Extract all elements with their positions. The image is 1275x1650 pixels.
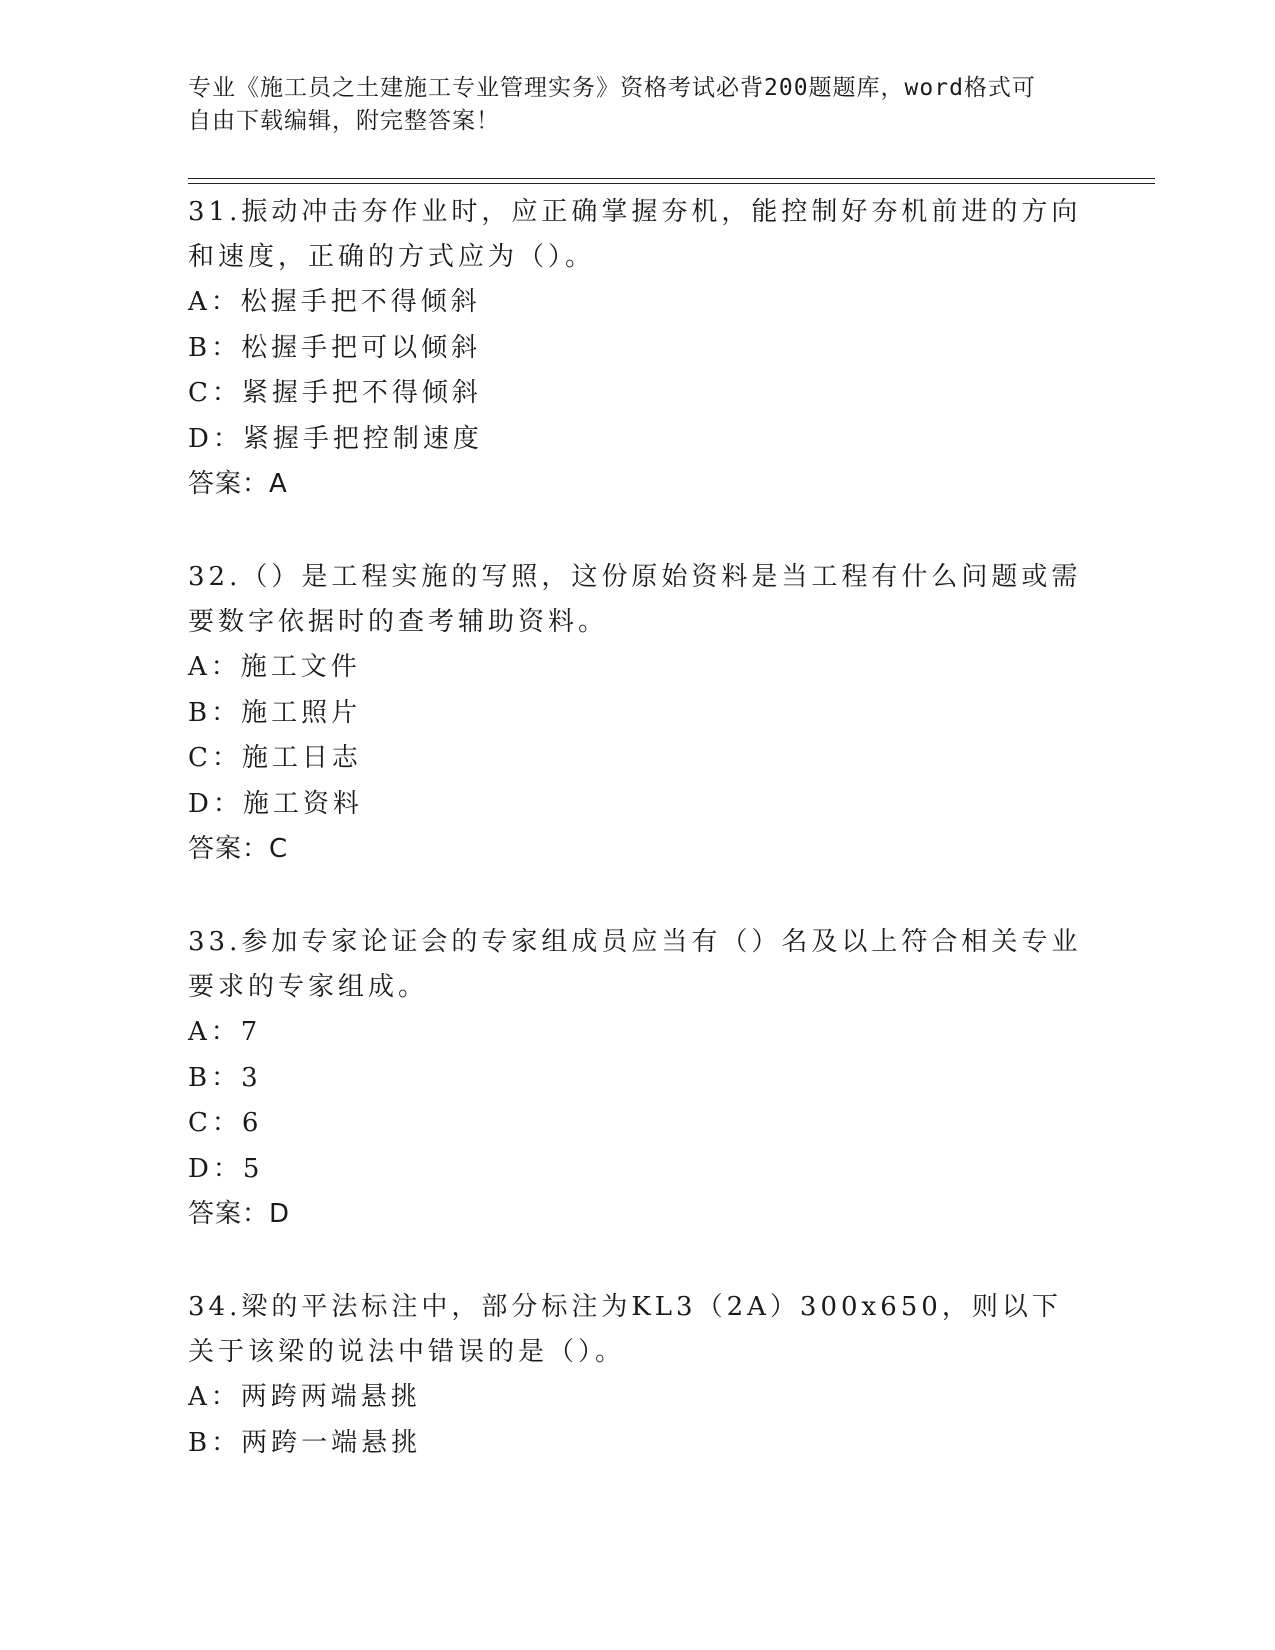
option-text: 7 <box>240 1017 262 1047</box>
option-a <box>188 1010 1088 1056</box>
question-text: 31.振动冲击夯作业时，应正确掌握夯机，能控制好夯机前进的方向和速度，正确的方式应为（）。 <box>188 197 1082 272</box>
option-key: B： <box>188 1062 242 1093</box>
answer-line: 答案：C <box>188 834 289 864</box>
option-key: B： <box>188 332 242 363</box>
option-text: 施工资料 <box>242 788 363 819</box>
option-key: C： <box>188 378 242 408</box>
option-text: 施工照片 <box>241 697 362 728</box>
option-text: 施工日志 <box>241 743 362 773</box>
option-key: C： <box>188 1108 242 1138</box>
option-a <box>188 1375 1088 1421</box>
option-a <box>188 645 1088 691</box>
option-b <box>188 1421 1088 1467</box>
option-b <box>188 326 1088 372</box>
question-31 <box>188 190 1088 507</box>
option-c <box>188 736 1088 782</box>
option-key: A： <box>188 652 241 682</box>
option-key: A： <box>188 1382 241 1412</box>
option-text: 6 <box>241 1108 263 1138</box>
option-key: D： <box>188 423 243 454</box>
option-b <box>188 691 1088 737</box>
option-key: C： <box>188 743 242 773</box>
question-list <box>188 190 1088 1514</box>
option-key: D： <box>188 788 243 819</box>
document-header: 专业《施工员之土建施工专业管理实务》资格考试必背200题题库，word格式可 自由下载编辑，附完整答案！ <box>188 75 1036 134</box>
option-c <box>188 371 1088 417</box>
option-text: 3 <box>241 1062 262 1093</box>
option-b <box>188 1056 1088 1102</box>
option-a <box>188 280 1088 326</box>
question-text: 33.参加专家论证会的专家组成员应当有（）名及以上符合相关专业要求的专家组成。 <box>188 927 1082 1002</box>
question-text: 32.（）是工程实施的写照，这份原始资料是当工程有什么问题或需要数字依据时的查考辅助资料。 <box>188 562 1082 637</box>
option-text: 施工文件 <box>240 652 361 682</box>
option-text: 两跨两端悬挑 <box>240 1382 421 1412</box>
option-key: A： <box>188 287 241 317</box>
answer-line: 答案：D <box>188 1199 291 1229</box>
option-key: B： <box>188 697 242 728</box>
option-key: A： <box>188 1017 241 1047</box>
answer-line: 答案：A <box>188 469 288 499</box>
header-divider-top <box>188 178 1155 179</box>
option-text: 松握手把可以倾斜 <box>241 332 482 363</box>
option-d <box>188 417 1088 463</box>
question-34 <box>188 1285 1088 1466</box>
option-text: 5 <box>242 1153 264 1184</box>
option-text: 两跨一端悬挑 <box>241 1427 422 1458</box>
option-c <box>188 1101 1088 1147</box>
header-divider-bottom <box>188 183 1155 184</box>
option-text: 松握手把不得倾斜 <box>240 287 481 317</box>
option-text: 紧握手把不得倾斜 <box>241 378 482 408</box>
question-32 <box>188 555 1088 872</box>
option-key: D： <box>188 1153 243 1184</box>
option-key: B： <box>188 1427 242 1458</box>
option-d <box>188 782 1088 828</box>
option-text: 紧握手把控制速度 <box>242 423 483 454</box>
option-d <box>188 1147 1088 1193</box>
question-33 <box>188 920 1088 1237</box>
question-text: 34.梁的平法标注中，部分标注为KL3（2A）300x650，则以下关于该梁的说法中错误的是（）。 <box>188 1292 1062 1367</box>
